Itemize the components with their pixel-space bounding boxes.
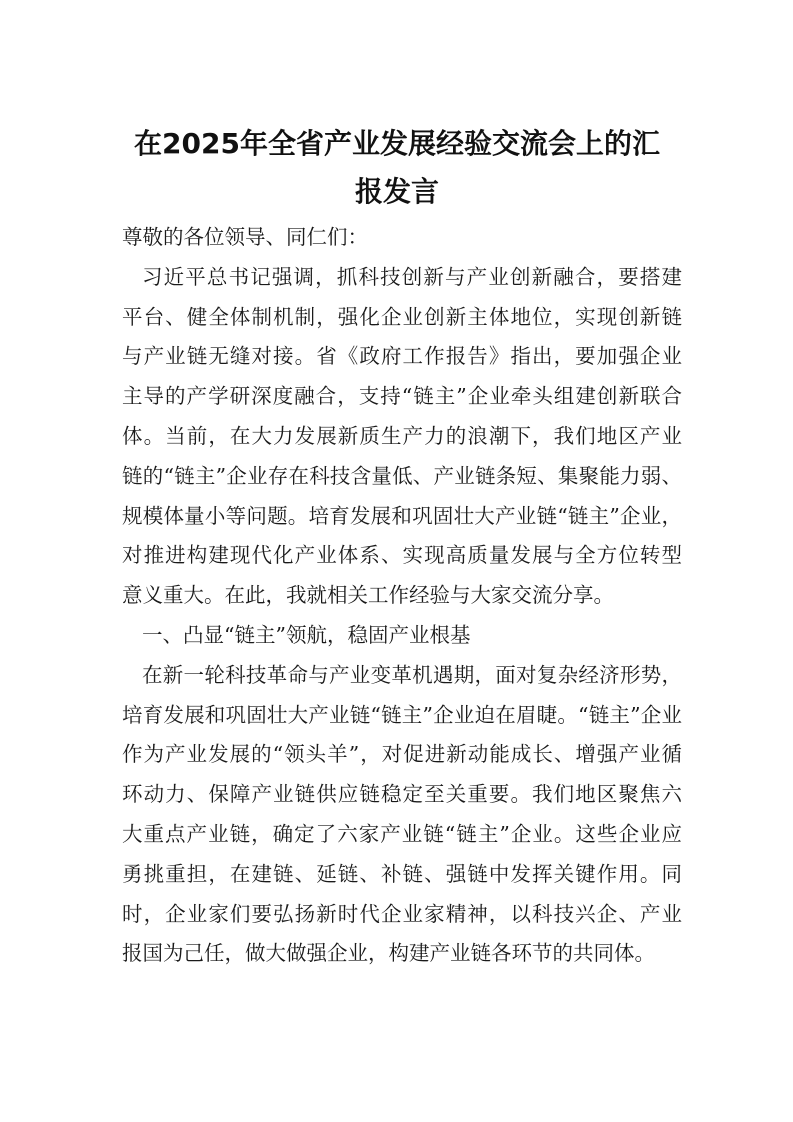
paragraph-2-line: 在新一轮科技革命与产业变革机遇期，面对复杂经济形势，	[142, 662, 682, 687]
paragraph-2-line: 培育发展和巩固壮大产业链“链主”企业迫在眉睫。“链主”企业	[122, 702, 682, 727]
document-title-line-1: 在2025年全省产业发展经验交流会上的汇	[134, 127, 660, 160]
paragraph-2-line: 勇挑重担，在建链、延链、补链、强链中发挥关键作用。同	[122, 861, 682, 886]
paragraph-1-line: 平台、健全体制机制，强化企业创新主体地位，实现创新链	[122, 304, 682, 329]
document-body	[122, 218, 682, 974]
paragraph-1-line: 体。当前，在大力发展新质生产力的浪潮下，我们地区产业	[122, 423, 682, 448]
paragraph-2-line: 时，企业家们要弘扬新时代企业家精神，以科技兴企、产业	[122, 901, 682, 926]
paragraph-2	[122, 656, 682, 974]
paragraph-2-line: 报国为己任，做大做强企业，构建产业链各环节的共同体。	[122, 941, 655, 966]
document-title-line-2: 报发言	[354, 175, 439, 208]
paragraph-1-line: 对推进构建现代化产业体系、实现高质量发展与全方位转型	[122, 543, 682, 568]
paragraph-1-line: 与产业链无缝对接。省《政府工作报告》指出，要加强企业	[122, 344, 682, 369]
paragraph-2-line: 环动力、保障产业链供应链稳定至关重要。我们地区聚焦六	[122, 782, 682, 807]
paragraph-1	[122, 258, 682, 616]
greeting-line: 尊敬的各位领导、同仁们：	[122, 225, 368, 249]
paragraph-2-line: 作为产业发展的“领头羊”，对促进新动能成长、增强产业循	[122, 742, 682, 767]
paragraph-1-line: 主导的产学研深度融合，支持“链主”企业牵头组建创新联合	[122, 384, 682, 409]
paragraph-1-line: 习近平总书记强调，抓科技创新与产业创新融合，要搭建	[142, 264, 682, 289]
paragraph-1-line: 意义重大。在此，我就相关工作经验与大家交流分享。	[122, 583, 614, 608]
paragraph-2-line: 大重点产业链，确定了六家产业链“链主”企业。这些企业应	[122, 821, 682, 846]
paragraph-1-line: 链的“链主”企业存在科技含量低、产业链条短、集聚能力弱、	[122, 463, 682, 488]
section-1-heading: 一、凸显“链主”领航，稳固产业根基	[142, 622, 471, 647]
paragraph-1-line: 规模体量小等问题。培育发展和巩固壮大产业链“链主”企业，	[122, 503, 682, 528]
